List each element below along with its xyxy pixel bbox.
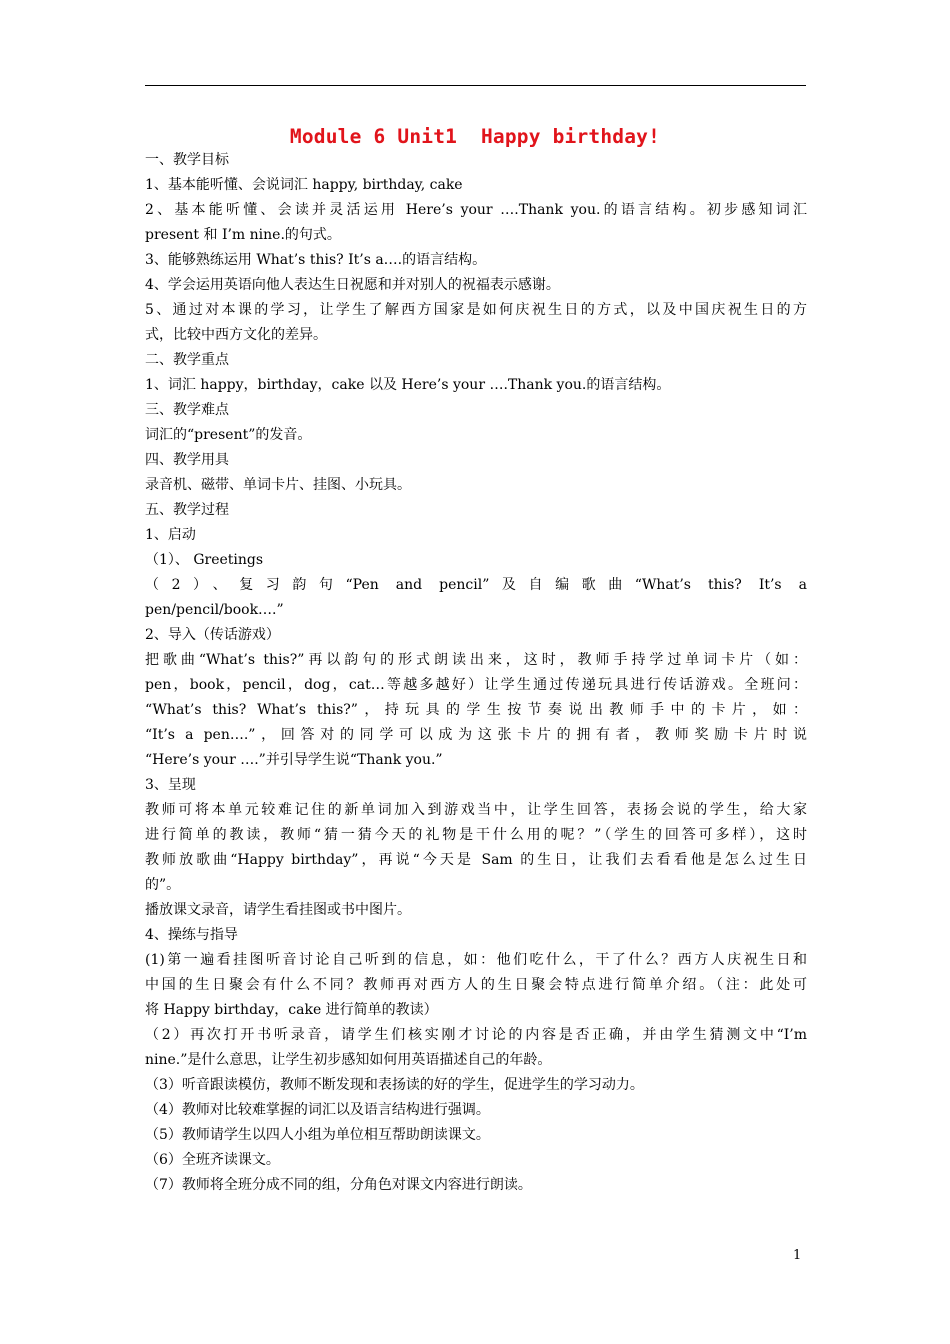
step-2-para-line: 把歌曲“What’s this?”再以韵句的形式朗读出来，这时，教师手持学过单词卡片（如： [145, 652, 807, 668]
step-3-heading: 3、呈现 [145, 777, 196, 793]
step-4-item-line: （2）再次打开书听录音，请学生们核实刚才讨论的内容是否正确，并由学生猜测文中“I’m [145, 1027, 807, 1043]
step-2-para-line: “What’s this? What’s this?”，持玩具的学生按节奏说出教师手中的卡片，如： [145, 702, 807, 718]
step-1-item-2-cont: pen/pencil/book….” [145, 602, 284, 618]
section-heading-objectives: 一、教学目标 [145, 152, 229, 168]
step-1-item-2: （2）、复习韵句“Pen and pencil”及自编歌曲“What’s this? It’s a [145, 577, 807, 593]
step-2-heading: 2、导入（传话游戏） [145, 627, 280, 643]
section-heading-tools: 四、教学用具 [145, 452, 229, 468]
step-4-item-line: 将 Happy birthday，cake 进行简单的教读） [145, 1002, 438, 1018]
objective-5-cont: 式，比较中西方文化的差异。 [145, 327, 327, 343]
document-body [145, 148, 807, 1198]
step-3-para-line: 教师放歌曲“Happy birthday”，再说“今天是 Sam 的生日，让我们去看看他是怎么过生日 [145, 852, 807, 868]
step-3-para-line: 进行简单的教读，教师“猜一猜今天的礼物是干什么用的呢？”（学生的回答可多样），这时 [145, 827, 807, 843]
section-heading-process: 五、教学过程 [145, 502, 229, 518]
tools-list: 录音机、磁带、单词卡片、挂图、小玩具。 [145, 477, 411, 493]
step-4-item-line: （7）教师将全班分成不同的组，分角色对课文内容进行朗读。 [145, 1177, 532, 1193]
objective-5: 5、通过对本课的学习，让学生了解西方国家是如何庆祝生日的方式，以及中国庆祝生日的方 [145, 302, 807, 318]
step-3-para-line: 教师可将本单元较难记住的新单词加入到游戏当中，让学生回答，表扬会说的学生，给大家 [145, 802, 807, 818]
page-number: 1 [793, 1248, 802, 1263]
section-heading-key-points: 二、教学重点 [145, 352, 229, 368]
objective-1: 1、基本能听懂、会说词汇 happy, birthday, cake [145, 177, 463, 193]
step-2-para-line: “Here’s your ….”并引导学生说“Thank you.” [145, 752, 443, 768]
step-1-heading: 1、启动 [145, 527, 196, 543]
key-point-1: 1、词汇 happy，birthday，cake 以及 Here’s your ….Thank you.的语言结构。 [145, 377, 671, 393]
step-4-item-line: （4）教师对比较难掌握的词汇以及语言结构进行强调。 [145, 1102, 490, 1118]
step-3-para-line: 的”。 [145, 877, 181, 893]
step-4-item-line: （6）全班齐读课文。 [145, 1152, 280, 1168]
step-2-para-line: “It’s a pen….”，回答对的同学可以成为这张卡片的拥有者，教师奖励卡片时说 [145, 727, 807, 743]
step-4-heading: 4、操练与指导 [145, 927, 238, 943]
step-3-para-line: 播放课文录音，请学生看挂图或书中图片。 [145, 902, 411, 918]
difficulty-1: 词汇的“present”的发音。 [145, 427, 312, 443]
step-4-item-line: 中国的生日聚会有什么不同？教师再对西方人的生日聚会特点进行简单介绍。（注：此处可 [145, 977, 807, 993]
step-4-item-line: (1)第一遍看挂图听音讨论自己听到的信息，如：他们吃什么，干了什么？西方人庆祝生日和 [145, 952, 807, 968]
objective-4: 4、学会运用英语向他人表达生日祝愿和并对别人的祝福表示感谢。 [145, 277, 560, 293]
objective-3: 3、能够熟练运用 What’s this? It’s a….的语言结构。 [145, 252, 487, 268]
step-4-item-line: （5）教师请学生以四人小组为单位相互帮助朗读课文。 [145, 1127, 490, 1143]
document-title: Module 6 Unit1 Happy birthday! [289, 125, 661, 148]
objective-2-cont: present 和 I’m nine.的句式。 [145, 227, 341, 243]
step-1-item-1: （1）、 Greetings [145, 552, 264, 568]
step-4-item-line: nine.”是什么意思，让学生初步感知如何用英语描述自己的年龄。 [145, 1052, 552, 1068]
objective-2: 2、基本能听懂、会读并灵活运用 Here’s your ….Thank you.的语言结构。初步感知词汇 [145, 202, 807, 218]
step-2-para-line: pen，book，pencil，dog，cat…等越多越好）让学生通过传递玩具进行传话游戏。全班问： [145, 677, 807, 693]
step-4-item-line: （3）听音跟读模仿，教师不断发现和表扬读的好的学生，促进学生的学习动力。 [145, 1077, 644, 1093]
header-rule [145, 85, 806, 86]
section-heading-difficulties: 三、教学难点 [145, 402, 229, 418]
